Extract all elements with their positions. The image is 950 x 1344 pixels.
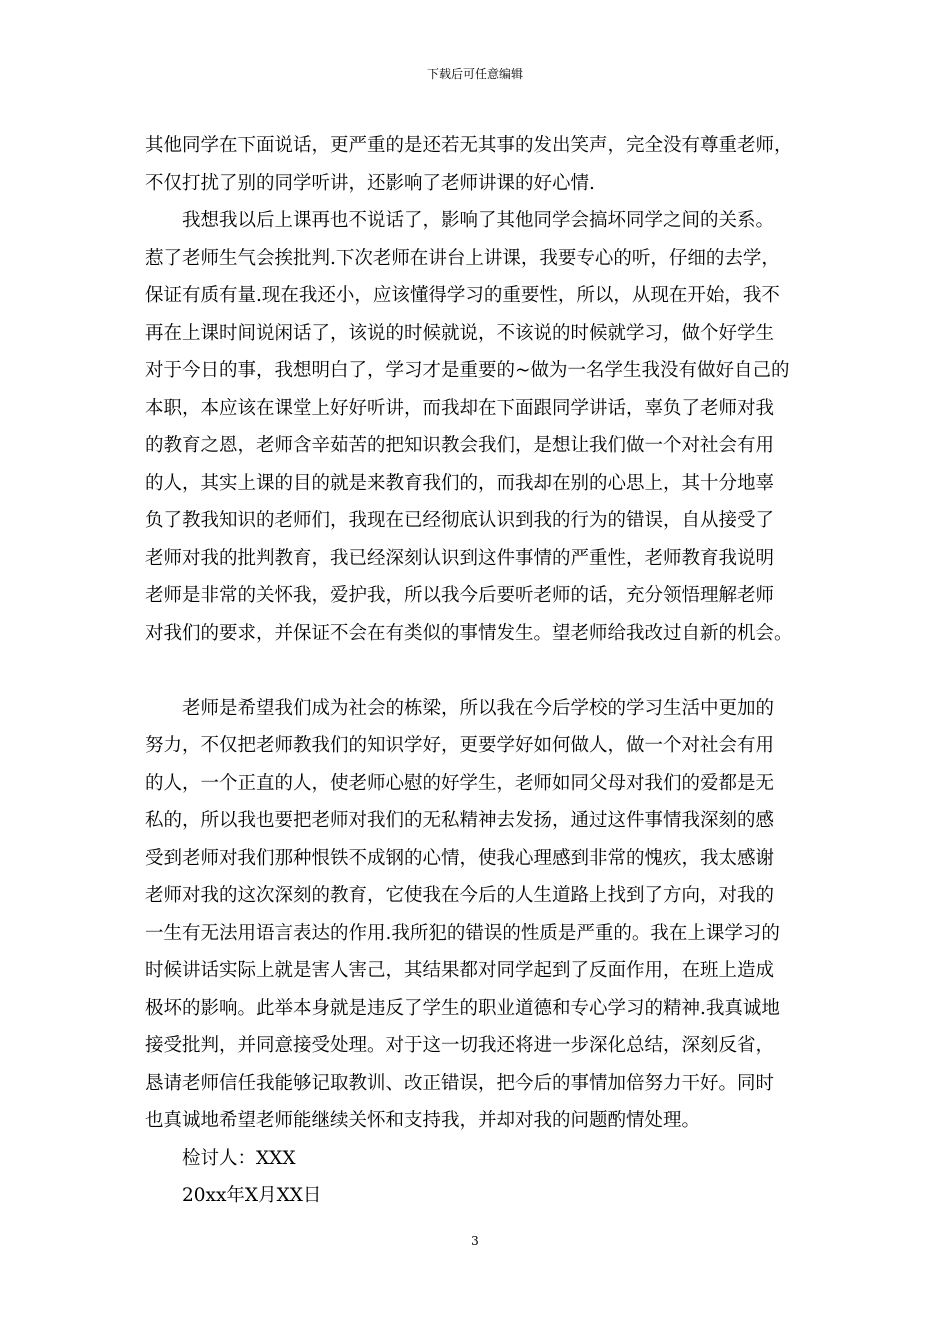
text-line: 再在上课时间说闲话了，该说的时候就说，不该说的时候就学习，做个好学生 xyxy=(145,322,775,344)
document-body xyxy=(145,127,805,1215)
paragraph-1 xyxy=(145,127,805,202)
text-line: 负了教我知识的老师们，我现在已经彻底认识到我的行为的错误，自从接受了 xyxy=(145,510,775,531)
text-line: 老师对我的这次深刻的教育，它使我在今后的人生道路上找到了方向，对我的 xyxy=(145,885,775,906)
page-header: 下载后可任意编辑 xyxy=(426,67,523,81)
signature-date: 20xx年X月XX日 xyxy=(182,1185,322,1206)
paragraph-spacer xyxy=(145,652,805,690)
text-line: 一生有无法用语言表达的作用.我所犯的错误的性质是严重的。我在上课学习的 xyxy=(145,922,780,944)
paragraph-2 xyxy=(145,202,805,652)
text-line: 其他同学在下面说话，更严重的是还若无其事的发出笑声，完全没有尊重老师， xyxy=(145,135,793,156)
text-line: 极坏的影响。此举本身就是违反了学生的职业道德和专心学习的精神.我真诚地 xyxy=(145,997,780,1019)
text-line: 本职，本应该在课堂上好好听讲，而我却在下面跟同学讲话，辜负了老师对我 xyxy=(145,397,775,419)
text-line: 老师是希望我们成为社会的栋梁，所以我在今后学校的学习生活中更加的 xyxy=(182,697,775,719)
text-line: 私的，所以我也要把老师对我们的无私精神去发扬，通过这件事情我深刻的感 xyxy=(145,810,775,831)
text-line: 的人，一个正直的人，使老师心慰的好学生，老师如同父母对我们的爱都是无 xyxy=(145,772,775,794)
text-line: 老师对我的批判教育，我已经深刻认识到这件事情的严重性，老师教育我说明 xyxy=(145,547,775,569)
signature-block xyxy=(145,1140,805,1215)
text-line: 老师是非常的关怀我，爱护我，所以我今后要听老师的话，充分领悟理解老师 xyxy=(145,585,775,606)
text-line: 接受批判，并同意接受处理。对于这一切我还将进一步深化总结，深刻反省， xyxy=(145,1035,775,1056)
text-line: 对于今日的事，我想明白了，学习才是重要的~做为一名学生我没有做好自己的 xyxy=(145,360,790,381)
text-line: 的人，其实上课的目的就是来教育我们的，而我却在别的心思上，其十分地辜 xyxy=(145,472,775,494)
text-line: 对我们的要求，并保证不会在有类似的事情发生。望老师给我改过自新的机会。 xyxy=(145,622,793,644)
text-line: 受到老师对我们那种恨铁不成钢的心情，使我心理感到非常的愧疚，我太感谢 xyxy=(145,847,775,869)
paragraph-3 xyxy=(145,690,805,1140)
text-line: 保证有质有量.现在我还小，应该懂得学习的重要性，所以，从现在开始，我不 xyxy=(145,285,780,306)
page-number: 3 xyxy=(471,1234,479,1248)
text-line: 也真诚地希望老师能继续关怀和支持我，并却对我的问题酌情处理。 xyxy=(145,1110,701,1131)
signature-name: 检讨人：XXX xyxy=(182,1147,296,1169)
text-line: 我想我以后上课再也不说话了，影响了其他同学会搞坏同学之间的关系。 xyxy=(182,210,775,231)
text-line: 不仅打扰了别的同学听讲，还影响了老师讲课的好心情. xyxy=(145,172,595,194)
text-line: 惹了老师生气会挨批判.下次老师在讲台上讲课，我要专心的听，仔细的去学， xyxy=(145,247,780,269)
text-line: 时候讲话实际上就是害人害己，其结果都对同学起到了反面作用，在班上造成 xyxy=(145,960,775,981)
text-line: 恳请老师信任我能够记取教训、改正错误，把今后的事情加倍努力干好。同时 xyxy=(145,1072,775,1094)
text-line: 努力，不仅把老师教我们的知识学好，更要学好如何做人，做一个对社会有用 xyxy=(145,735,775,756)
text-line: 的教育之恩，老师含辛茹苦的把知识教会我们，是想让我们做一个对社会有用 xyxy=(145,435,775,456)
